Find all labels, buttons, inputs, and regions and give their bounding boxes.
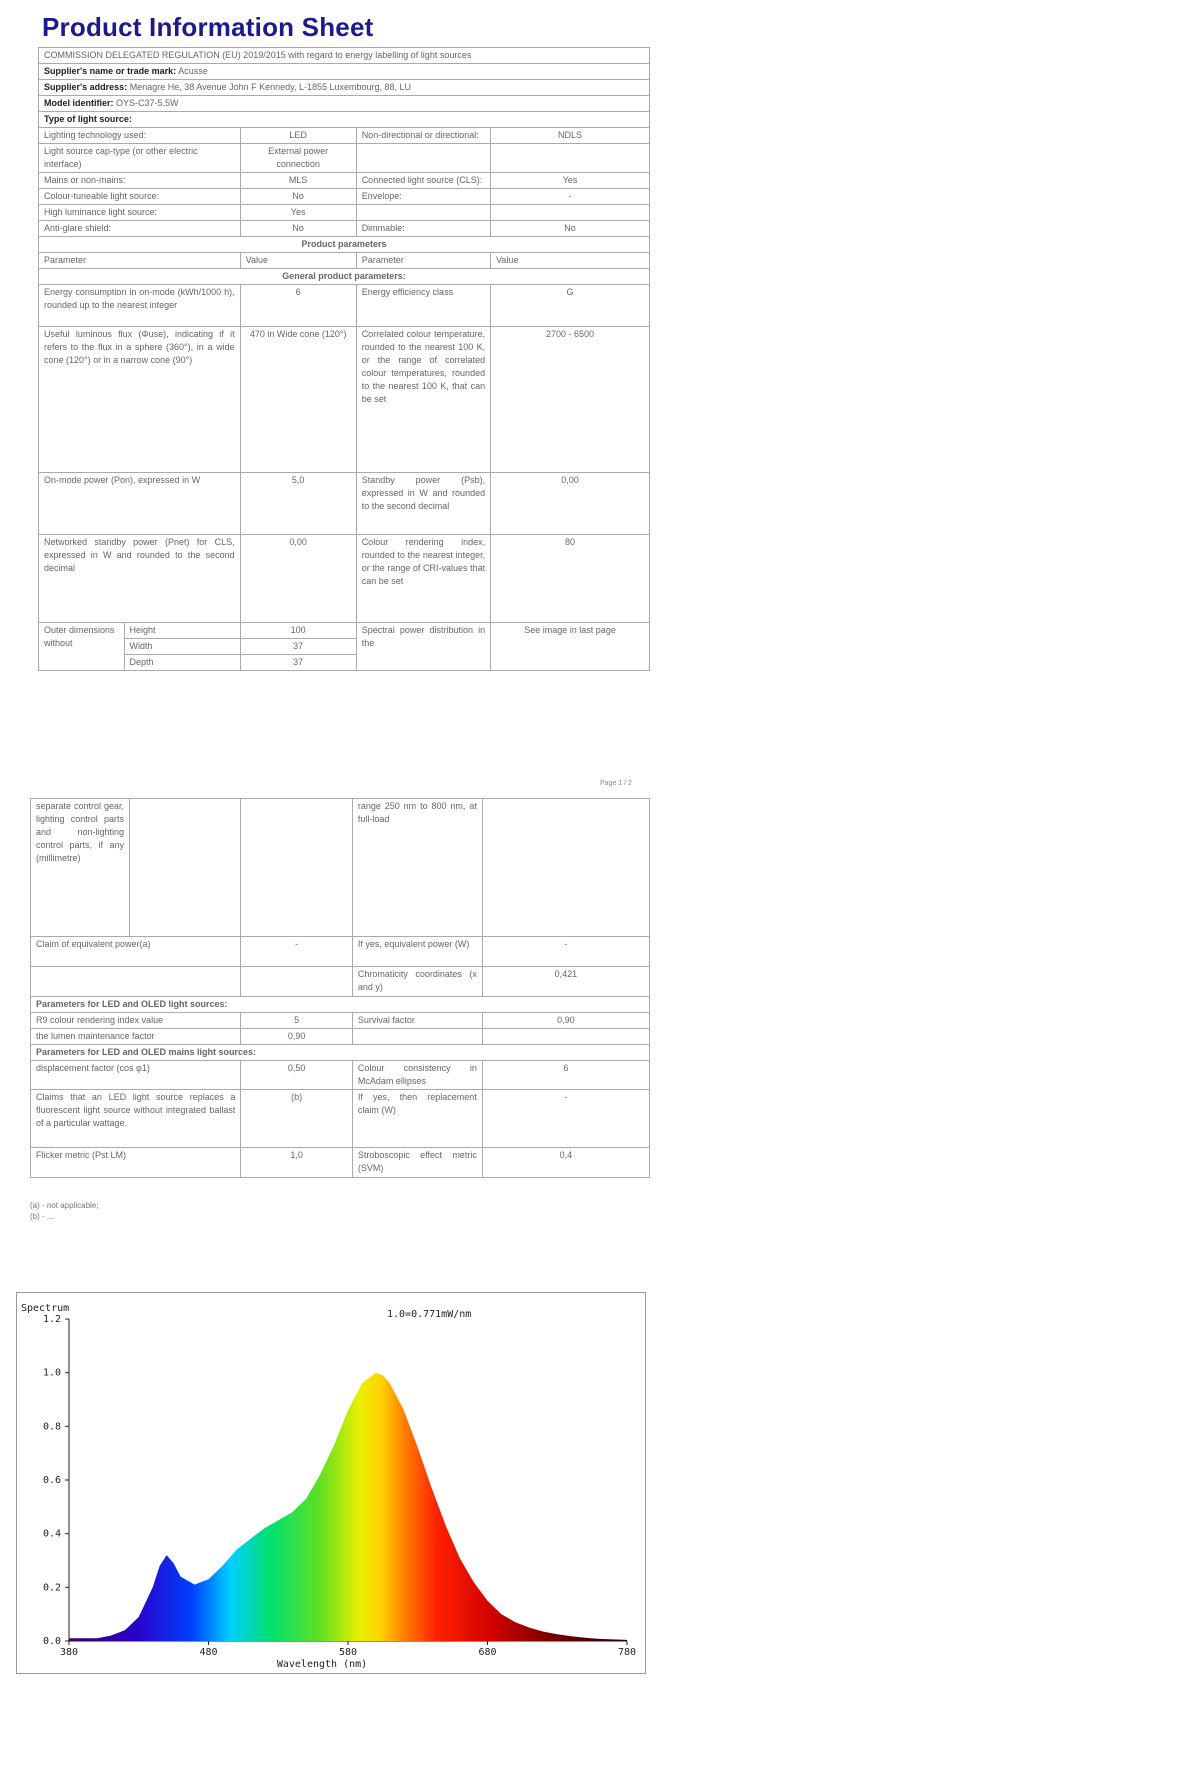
param-cell: Claims that an LED light source replaces a fluorescent light source without integrated ballast of a particular wattage. (31, 1090, 241, 1148)
table-row (39, 285, 650, 327)
spectral-power-label-continued: range 250 nm to 800 nm, at full-load (352, 799, 482, 937)
supplier-name-label: Supplier's name or trade mark: (44, 66, 177, 76)
param-cell: Light source cap-type (or other electric interface) (39, 144, 241, 173)
value-cell: (b) (241, 1090, 352, 1148)
param-cell: Survival factor (352, 1013, 482, 1029)
param-cell: On-mode power (Pon), expressed in W (39, 473, 241, 535)
info-table-continued (30, 798, 650, 1178)
value-cell: NDLS (491, 128, 650, 144)
value-cell: - (241, 937, 352, 967)
column-header: Value (240, 253, 356, 269)
value-cell: - (482, 1090, 649, 1148)
table-row (39, 473, 650, 535)
table-row (31, 967, 650, 997)
value-cell: 6 (240, 285, 356, 327)
table-row (31, 1148, 650, 1178)
y-tick-label: 0.8 (42, 1421, 61, 1433)
param-cell: High luminance light source: (39, 205, 241, 221)
chart-title: 1.0=0.771mW/nm (387, 1309, 472, 1320)
param-cell: Lighting technology used: (39, 128, 241, 144)
value-cell: 0,421 (482, 967, 649, 997)
spectrum-area (69, 1373, 627, 1641)
model-identifier-label: Model identifier: (44, 98, 114, 108)
empty-cell (130, 799, 241, 937)
column-header-row (39, 253, 650, 269)
dimensions-continued-row (31, 799, 650, 937)
value-cell: 0,00 (491, 473, 650, 535)
param-cell: Mains or non-mains: (39, 173, 241, 189)
table-row (31, 1090, 650, 1148)
depth-value: 37 (240, 655, 356, 671)
column-header: Parameter (39, 253, 241, 269)
value-cell: Yes (491, 173, 650, 189)
value-cell: No (240, 221, 356, 237)
width-label: Width (124, 639, 240, 655)
table-row (39, 128, 650, 144)
supplier-name-value: Acusse (178, 66, 208, 76)
value-cell: No (491, 221, 650, 237)
param-cell: R9 colour rendering index value (31, 1013, 241, 1029)
value-cell (491, 205, 650, 221)
table-row (31, 1061, 650, 1090)
param-cell: displacement factor (cos φ1) (31, 1061, 241, 1090)
footnote: (a) - not applicable; (30, 1201, 99, 1210)
empty-cell (241, 799, 352, 937)
width-value: 37 (240, 639, 356, 655)
param-cell: Energy efficiency class (356, 285, 490, 327)
value-cell: 1,0 (241, 1148, 352, 1178)
param-cell (352, 1029, 482, 1045)
x-tick-label: 380 (59, 1647, 79, 1658)
param-cell: Connected light source (CLS): (356, 173, 490, 189)
depth-label: Depth (124, 655, 240, 671)
value-cell: 80 (491, 535, 650, 623)
value-cell: 0,50 (241, 1061, 352, 1090)
height-label: Height (124, 623, 240, 639)
param-cell: Non-directional or directional: (356, 128, 490, 144)
outer-dimensions-label: Outer dimensions without (39, 623, 125, 671)
value-cell: 0,4 (482, 1148, 649, 1178)
value-cell: 0,90 (241, 1029, 352, 1045)
column-header: Value (491, 253, 650, 269)
param-cell (31, 967, 241, 997)
x-tick-label: 780 (617, 1647, 637, 1658)
y-tick-label: 0.6 (42, 1475, 61, 1486)
y-tick-label: 1.2 (42, 1314, 61, 1325)
param-cell: Energy consumption in on-mode (kWh/1000 h), rounded up to the nearest integer (39, 285, 241, 327)
param-cell: Useful luminous flux (Φuse), indicating if it refers to the flux in a sphere (360°), in a wide cone (120°) or in a narrow cone (90°) (39, 327, 241, 473)
general-parameters-heading: General product parameters: (39, 269, 650, 285)
table-row (31, 937, 650, 967)
param-cell: Colour rendering index, rounded to the nearest integer, or the range of CRI-values that can be set (356, 535, 490, 623)
spectrum-chart (16, 1292, 646, 1674)
x-tick-label: 480 (199, 1647, 218, 1658)
value-cell (491, 144, 650, 173)
type-of-light-source-label: Type of light source: (39, 112, 650, 128)
y-tick-label: 0.0 (42, 1636, 61, 1647)
supplier-name-row (39, 64, 650, 80)
param-cell: Networked standby power (Pnet) for CLS, expressed in W and rounded to the second decimal (39, 535, 241, 623)
supplier-address-value: Menagre He, 38 Avenue John F Kennedy, L-1855 Luxembourg, 88, LU (129, 82, 412, 92)
value-cell: External power connection (240, 144, 356, 173)
table-row (31, 1013, 650, 1029)
y-tick-label: 0.2 (42, 1582, 61, 1594)
info-table (38, 47, 650, 671)
param-cell: Correlated colour temperature, rounded to the nearest 100 K, or the range of correlated colour temperatures, rounded to the nearest 100 K, that can be set (356, 327, 490, 473)
product-parameters-heading: Product parameters (39, 237, 650, 253)
product-information-sheet-page-1 (38, 12, 650, 671)
footnotes (30, 1200, 98, 1222)
led-oled-mains-parameters-heading: Parameters for LED and OLED mains light sources: (31, 1045, 650, 1061)
value-cell: 0,00 (240, 535, 356, 623)
param-cell: Colour consistency in McAdam ellipses (352, 1061, 482, 1090)
page-number: Page 1 / 2 (600, 780, 632, 787)
outer-dimensions-label-continued: separate control gear, lighting control parts and non-lighting control parts, if any (millimetre) (31, 799, 130, 937)
value-cell: No (240, 189, 356, 205)
value-cell: 0,90 (482, 1013, 649, 1029)
sheet-title: Product Information Sheet (42, 12, 374, 42)
param-cell: Chromaticity coordinates (x and y) (352, 967, 482, 997)
table-row (39, 205, 650, 221)
value-cell: 6 (482, 1061, 649, 1090)
value-cell: - (482, 937, 649, 967)
table-row (39, 189, 650, 205)
param-cell: the lumen maintenance factor (31, 1029, 241, 1045)
param-cell: Colour-tuneable light source: (39, 189, 241, 205)
value-cell: 5,0 (240, 473, 356, 535)
x-tick-label: 680 (478, 1647, 497, 1658)
spectral-power-value: See image in last page (491, 623, 650, 671)
value-cell: Yes (240, 205, 356, 221)
chart-ylabel: Spectrum (21, 1303, 70, 1314)
y-tick-label: 0.4 (42, 1528, 61, 1540)
footnote: (b) - ... (30, 1212, 54, 1221)
value-cell (241, 967, 352, 997)
value-cell (482, 1029, 649, 1045)
x-tick-label: 580 (338, 1647, 358, 1658)
param-cell: Flicker metric (Pst LM) (31, 1148, 241, 1178)
empty-cell (482, 799, 649, 937)
param-cell: Standby power (Psb), expressed in W and rounded to the second decimal (356, 473, 490, 535)
height-value: 100 (240, 623, 356, 639)
spectral-power-label: Spectral power distribution in the (356, 623, 490, 671)
value-cell: 5 (241, 1013, 352, 1029)
param-cell: Dimmable: (356, 221, 490, 237)
chart-plot (69, 1373, 627, 1641)
model-identifier-row (39, 96, 650, 112)
param-cell: Claim of equivalent power(a) (31, 937, 241, 967)
spectrum-chart-svg (17, 1293, 645, 1673)
y-tick-label: 1.0 (42, 1367, 61, 1379)
value-cell: G (491, 285, 650, 327)
table-row (39, 221, 650, 237)
value-cell: MLS (240, 173, 356, 189)
value-cell: LED (240, 128, 356, 144)
table-row (31, 1029, 650, 1045)
value-cell: 470 in Wide cone (120°) (240, 327, 356, 473)
param-cell: Stroboscopic effect metric (SVM) (352, 1148, 482, 1178)
value-cell: 2700 - 6500 (491, 327, 650, 473)
param-cell: If yes, then replacement claim (W) (352, 1090, 482, 1148)
value-cell: - (491, 189, 650, 205)
supplier-address-label: Supplier's address: (44, 82, 128, 92)
table-row (39, 535, 650, 623)
param-cell (356, 144, 490, 173)
param-cell: Anti-glare shield: (39, 221, 241, 237)
model-identifier-value: OYS-C37-5.5W (116, 98, 179, 108)
supplier-address-row (39, 80, 650, 96)
dimensions-row-height (39, 623, 650, 639)
param-cell (356, 205, 490, 221)
param-cell: If yes, equivalent power (W) (352, 937, 482, 967)
table-row (39, 144, 650, 173)
chart-xlabel: Wavelength (nm) (276, 1659, 368, 1670)
table-row (39, 173, 650, 189)
param-cell: Envelope: (356, 189, 490, 205)
regulation-text: COMMISSION DELEGATED REGULATION (EU) 2019/2015 with regard to energy labelling of light sources (39, 48, 650, 64)
table-row (39, 327, 650, 473)
column-header: Parameter (356, 253, 490, 269)
led-oled-parameters-heading: Parameters for LED and OLED light sources: (31, 997, 650, 1013)
product-information-sheet-page-2 (30, 798, 650, 1178)
